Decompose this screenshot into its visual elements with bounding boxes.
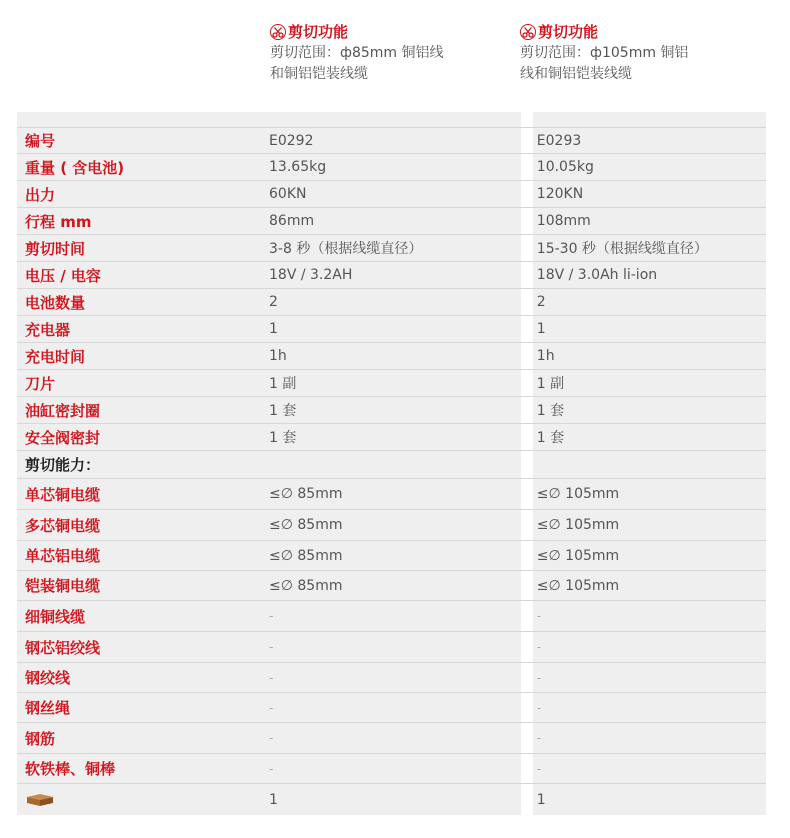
row-label: 行程 mm: [25, 212, 92, 231]
table-row: [17, 693, 766, 723]
spec-table: [17, 112, 766, 815]
table-row: [17, 154, 766, 181]
header-title: 剪切功能: [288, 23, 349, 41]
row-value-e0292: ≤∅ 85mm: [269, 577, 343, 594]
row-value-e0293: 2: [525, 289, 766, 315]
row-value-e0293: 108mm: [525, 208, 766, 234]
row-label: [17, 784, 266, 815]
row-value-e0293: ≤∅ 105mm: [525, 571, 766, 600]
row-value-e0292: 3-8 秒（根据线缆直径）: [269, 241, 423, 257]
table-row: [17, 784, 766, 815]
row-value-e0293: [525, 451, 766, 478]
row-value-e0293: 15-30 秒（根据线缆直径）: [525, 235, 766, 261]
row-value-e0292: 18V / 3.2AH: [269, 267, 353, 283]
table-row: [17, 343, 766, 370]
table-row: [17, 510, 766, 541]
row-value-e0292: -: [269, 640, 274, 654]
table-row: [17, 723, 766, 754]
row-value-e0292: 1 副: [269, 376, 297, 392]
row-value-e0292: ≤∅ 85mm: [269, 547, 343, 564]
row-value-e0292: 2: [269, 294, 278, 310]
row-value-e0293: -: [525, 663, 766, 692]
table-row: [17, 541, 766, 571]
header-desc-line2: 线和铜铝铠装线缆: [520, 66, 632, 82]
row-value-e0292: -: [269, 609, 274, 623]
table-row: [17, 571, 766, 601]
table-row: [17, 235, 766, 262]
header: [0, 22, 790, 102]
row-value-e0293: 1 套: [525, 424, 766, 450]
row-label: 安全阀密封: [25, 428, 101, 447]
header-title: 剪切功能: [538, 23, 599, 41]
row-value-e0292: -: [269, 670, 274, 685]
header-desc-line2: 和铜铝铠装线缆: [270, 66, 368, 82]
row-label: 电压 / 电容: [25, 266, 101, 285]
row-label: 剪切能力：: [25, 456, 101, 474]
row-value-e0292: -: [269, 731, 274, 745]
header-desc-line1: 剪切范围：ф85mm 铜铝线: [270, 45, 444, 61]
row-label: 编号: [25, 132, 56, 150]
table-row: [17, 181, 766, 208]
row-label: 重量 ( 含电池): [25, 158, 125, 177]
row-label: 多芯铜电缆: [25, 516, 101, 535]
row-value-e0293: -: [525, 632, 766, 662]
row-label: 单芯铝电缆: [25, 547, 101, 565]
row-value-e0293: ≤∅ 105mm: [525, 479, 766, 509]
row-value-e0293: ≤∅ 105mm: [525, 510, 766, 540]
header-col-e0293: [520, 22, 760, 85]
row-label: 细铜线缆: [25, 607, 86, 626]
row-label: 充电器: [25, 320, 71, 339]
table-row: [17, 424, 766, 451]
table-row: [17, 262, 766, 289]
row-value-e0292: -: [269, 761, 274, 776]
box-icon: [25, 793, 55, 807]
header-col-e0292: [270, 22, 510, 85]
row-label: 刀片: [25, 374, 56, 393]
row-label: 钢筋: [25, 729, 56, 748]
row-label: 充电时间: [25, 347, 86, 366]
row-label: 电池数量: [25, 293, 86, 312]
table-row: [17, 208, 766, 235]
row-value-e0292: E0292: [269, 132, 314, 149]
row-value-e0292: 1 套: [269, 430, 297, 446]
row-value-e0293: E0293: [525, 128, 766, 153]
row-value-e0293: -: [525, 601, 766, 631]
row-label: 钢绞线: [25, 669, 71, 687]
table-row: [17, 754, 766, 784]
row-value-e0292: 1h: [269, 348, 287, 364]
row-value-e0293: 18V / 3.0Ah li-ion: [525, 262, 766, 288]
row-value-e0292: [266, 451, 513, 478]
scissors-icon: [270, 24, 286, 40]
row-value-e0293: -: [525, 723, 766, 753]
row-value-e0293: 1: [525, 784, 766, 815]
row-value-e0293: 1: [525, 316, 766, 342]
row-value-e0292: 13.65kg: [269, 159, 327, 175]
row-value-e0293: 1 副: [525, 370, 766, 396]
row-label: 油缸密封圈: [25, 401, 101, 420]
table-row: [17, 601, 766, 632]
scissors-icon: [520, 24, 536, 40]
table-row: [17, 451, 766, 479]
row-value-e0293: -: [525, 693, 766, 722]
table-row: [17, 479, 766, 510]
row-value-e0292: -: [269, 700, 274, 715]
row-label: 钢芯铝绞线: [25, 638, 101, 657]
row-value-e0292: 1 套: [269, 403, 297, 419]
table-row: [17, 632, 766, 663]
row-value-e0292: ≤∅ 85mm: [269, 486, 343, 502]
table-row: [17, 316, 766, 343]
row-value-e0293: 10.05kg: [525, 154, 766, 180]
row-value-e0292: 86mm: [269, 213, 315, 229]
row-label: 剪切时间: [25, 239, 86, 258]
row-value-e0293: 1 套: [525, 397, 766, 423]
row-label: 单芯铜电缆: [25, 485, 101, 504]
row-value-e0292: ≤∅ 85mm: [269, 517, 343, 533]
row-value-e0293: 120KN: [525, 181, 766, 207]
header-desc-line1: 剪切范围：ф105mm 铜铝: [520, 45, 689, 61]
row-value-e0293: 1h: [525, 343, 766, 369]
table-row: [17, 370, 766, 397]
table-top-spacer: [17, 112, 766, 128]
row-value-e0292: 60KN: [269, 186, 307, 202]
table-row: [17, 397, 766, 424]
row-label: 铠装铜电缆: [25, 577, 101, 595]
table-row: [17, 128, 766, 154]
row-value-e0292: 1: [269, 791, 278, 808]
row-label: 软铁棒、铜棒: [25, 760, 116, 778]
row-value-e0293: ≤∅ 105mm: [525, 541, 766, 570]
row-value-e0293: -: [525, 754, 766, 783]
row-label: 钢丝绳: [25, 699, 71, 717]
row-value-e0292: 1: [269, 321, 278, 337]
row-label: 出力: [25, 185, 56, 204]
table-row: [17, 289, 766, 316]
table-row: [17, 663, 766, 693]
